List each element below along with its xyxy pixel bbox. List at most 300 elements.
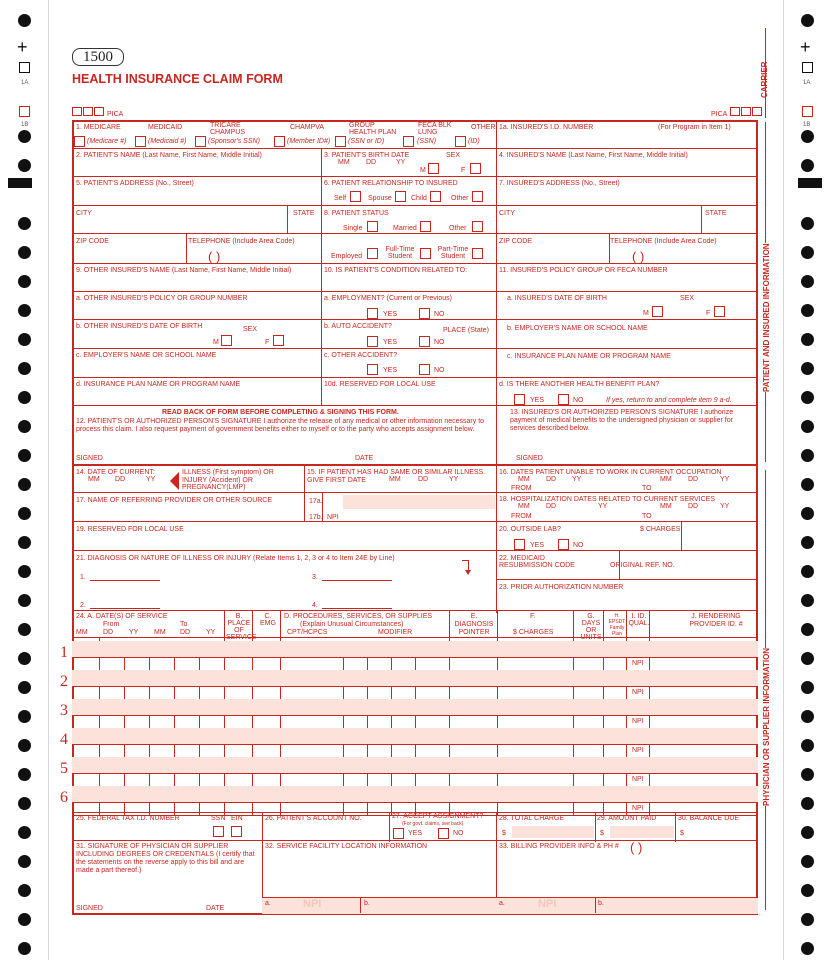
- f14-label: 14. DATE OF CURRENT:: [76, 469, 155, 476]
- medicare-checkbox[interactable]: [74, 136, 85, 147]
- f8-other: Other: [449, 225, 467, 232]
- f15-label: 15. IF PATIENT HAS HAD SAME OR SIMILAR ILLNESS. GIVE FIRST DATE: [307, 469, 486, 484]
- f33b-divider: [595, 897, 596, 913]
- other-accident-yes-checkbox[interactable]: [367, 364, 378, 375]
- service-line-shaded[interactable]: [72, 757, 758, 773]
- service-header-divider: [99, 637, 100, 641]
- f9b-label: b. OTHER INSURED'S DATE OF BIRTH: [76, 323, 203, 330]
- f24a-to: To: [180, 621, 188, 628]
- f10b-yes: YES: [383, 339, 398, 346]
- tractor-hole: [18, 942, 31, 955]
- service-col-divider: [391, 744, 392, 757]
- accept-yes-checkbox[interactable]: [393, 828, 404, 839]
- f17a-input[interactable]: [343, 495, 495, 509]
- f32b-divider: [360, 897, 361, 913]
- f1-tricare-sub: (Sponsor's SSN): [208, 138, 260, 145]
- other-insured-sex-f-checkbox[interactable]: [273, 335, 284, 346]
- f28-input[interactable]: [512, 826, 594, 838]
- tractor-hole: [18, 710, 31, 723]
- f22-label: 22. MEDICAID RESUBMISSION CODE: [499, 555, 575, 569]
- f32-a: a.: [265, 900, 271, 907]
- service-col-divider: [391, 657, 392, 670]
- insured-sex-m-checkbox[interactable]: [652, 306, 663, 317]
- f6-child: Child: [411, 195, 427, 202]
- square-mark-icon: [802, 106, 813, 117]
- tractor-hole: [801, 420, 814, 433]
- f25-ein: EIN: [231, 815, 243, 822]
- registration-plus-icon: +: [17, 37, 28, 57]
- tractor-hole: [801, 652, 814, 665]
- outside-lab-yes-checkbox[interactable]: [514, 539, 525, 550]
- service-col-divider: [99, 744, 100, 757]
- service-col-divider: [626, 686, 627, 699]
- col-d-cpt: CPT/HCPCS: [287, 629, 328, 636]
- grid-line: [595, 812, 596, 842]
- service-col-divider: [449, 657, 450, 670]
- service-line-number: 3: [60, 702, 68, 719]
- service-col-divider: [343, 802, 344, 815]
- service-col-divider: [99, 802, 100, 815]
- service-line-shaded[interactable]: [72, 786, 758, 802]
- service-col-divider: [149, 744, 150, 757]
- f33a-box[interactable]: [496, 897, 758, 914]
- f9b-f: F: [265, 339, 270, 346]
- other-checkbox[interactable]: [455, 136, 466, 147]
- f28-dollar: $: [502, 830, 506, 837]
- ssn-checkbox[interactable]: [213, 826, 224, 837]
- f10b-no: NO: [434, 339, 445, 346]
- service-col-divider: [224, 686, 225, 699]
- f1a-label: 1a. INSURED'S I.D. NUMBER: [499, 124, 594, 131]
- service-col-divider: [124, 657, 125, 670]
- f11a-m: M: [643, 310, 649, 317]
- rel-other-checkbox[interactable]: [472, 191, 483, 202]
- date-col-label: MM: [76, 629, 88, 636]
- f32-b: b.: [364, 900, 370, 907]
- tractor-hole: [18, 14, 31, 27]
- f3-dd: DD: [366, 159, 377, 166]
- f15-yy: YY: [449, 476, 459, 483]
- service-col-divider: [649, 657, 650, 670]
- diag-1-line[interactable]: [90, 580, 160, 581]
- date-col-label: YY: [129, 629, 139, 636]
- service-col-divider: [199, 715, 200, 728]
- status-other-checkbox[interactable]: [472, 221, 483, 232]
- service-col-divider: [149, 715, 150, 728]
- f10b-label: b. AUTO ACCIDENT?: [324, 323, 392, 330]
- service-col-divider: [199, 802, 200, 815]
- f7-label: 7. INSURED'S ADDRESS (No., Street): [499, 180, 620, 187]
- f16-from: FROM: [511, 485, 532, 492]
- f1-other-sub: (ID): [468, 138, 480, 145]
- f21-4: 4.: [312, 602, 318, 609]
- grid-line: [496, 579, 758, 580]
- f8-parttime: Part-Time Student: [437, 246, 469, 260]
- tractor-hole: [801, 768, 814, 781]
- service-col-divider: [280, 715, 281, 728]
- tractor-hole: [18, 391, 31, 404]
- f25-ssn: SSN: [211, 815, 226, 822]
- service-line-number: 2: [60, 673, 68, 690]
- f26-label: 26. PATIENT'S ACCOUNT NO.: [265, 815, 362, 822]
- date-col-label: YY: [206, 629, 216, 636]
- service-line-number: 1: [60, 644, 68, 661]
- f17b-label: 17b.: [309, 514, 323, 521]
- f18-yy2: YY: [720, 503, 730, 510]
- f17a-label: 17a.: [309, 498, 323, 505]
- f18-yy: YY: [598, 503, 608, 510]
- grid-line: [321, 148, 322, 405]
- tractor-hole: [18, 536, 31, 549]
- insured-sex-f-checkbox[interactable]: [714, 306, 725, 317]
- service-col-divider: [174, 744, 175, 757]
- f8-married: Married: [393, 225, 417, 232]
- sex-m-checkbox[interactable]: [428, 163, 439, 174]
- service-col-divider: [174, 773, 175, 786]
- tractor-hole: [801, 739, 814, 752]
- service-col-divider: [367, 657, 368, 670]
- col-g-label: G. DAYS OR UNITS: [580, 613, 602, 641]
- service-line-number: 5: [60, 760, 68, 777]
- service-col-divider: [367, 744, 368, 757]
- service-col-divider: [497, 773, 498, 786]
- f11d-label: d. IS THERE ANOTHER HEALTH BENEFIT PLAN?: [499, 381, 660, 388]
- service-col-divider: [603, 802, 604, 815]
- f27-no: NO: [453, 830, 464, 837]
- tractor-hole: [801, 855, 814, 868]
- grid-line: [701, 205, 702, 233]
- f11a-f: F: [706, 310, 711, 317]
- service-col-divider: [497, 686, 498, 699]
- service-col-divider: [573, 657, 574, 670]
- tractor-hole: [801, 478, 814, 491]
- col-e-label: E. DIAGNOSIS POINTER: [454, 613, 494, 636]
- accept-no-checkbox[interactable]: [438, 828, 449, 839]
- diag-3-line[interactable]: [322, 580, 392, 581]
- service-col-divider: [497, 802, 498, 815]
- f28-label: 28. TOTAL CHARGE: [499, 815, 565, 822]
- service-col-divider: [174, 715, 175, 728]
- service-header-divider: [252, 610, 253, 637]
- grid-line: [72, 291, 758, 292]
- f18-label: 18. HOSPITALIZATION DATES RELATED TO CURRENT SERVICES: [499, 496, 716, 503]
- service-col-divider: [573, 744, 574, 757]
- service-col-divider: [603, 686, 604, 699]
- service-npi-label: NPI: [632, 776, 644, 783]
- service-col-divider: [415, 657, 416, 670]
- service-col-divider: [280, 802, 281, 815]
- service-col-divider: [415, 744, 416, 757]
- f10c-label: c. OTHER ACCIDENT?: [324, 352, 398, 359]
- service-col-divider: [280, 773, 281, 786]
- service-line-shaded[interactable]: [72, 728, 758, 744]
- f11a-sex: SEX: [680, 295, 695, 302]
- service-col-divider: [343, 773, 344, 786]
- service-col-divider: [367, 715, 368, 728]
- service-col-divider: [449, 773, 450, 786]
- grid-line: [389, 812, 390, 842]
- service-line-number: 4: [60, 731, 68, 748]
- tractor-hole: [18, 739, 31, 752]
- f11b-label: b. EMPLOYER'S NAME OR SCHOOL NAME: [507, 325, 648, 332]
- f10-label: 10. IS PATIENT'S CONDITION RELATED TO:: [324, 267, 468, 274]
- col-b-label: B. PLACE OF SERVICE: [226, 613, 257, 641]
- f6-spouse: Spouse: [368, 195, 392, 202]
- f1-champva: CHAMPVA: [290, 124, 325, 131]
- service-header-divider: [626, 610, 627, 637]
- tractor-hole: [801, 362, 814, 375]
- tractor-hole: [801, 884, 814, 897]
- service-header-divider: [449, 637, 450, 641]
- tractor-hole: [18, 420, 31, 433]
- service-col-divider: [224, 657, 225, 670]
- city-label-insured: CITY: [499, 210, 515, 217]
- service-col-divider: [573, 715, 574, 728]
- f32a-box[interactable]: [262, 897, 496, 914]
- service-col-divider: [199, 657, 200, 670]
- f24a-from: From: [103, 621, 120, 628]
- zip-label: ZIP CODE: [76, 238, 109, 245]
- grid-line: [186, 233, 187, 263]
- employment-yes-checkbox[interactable]: [367, 308, 378, 319]
- col-h-label: H. EPSDT Family Plan: [608, 613, 626, 637]
- tractor-hole: [801, 797, 814, 810]
- f27-yes: YES: [408, 830, 423, 837]
- tractor-hole: [801, 159, 814, 172]
- city-label: CITY: [76, 210, 92, 217]
- another-plan-yes-checkbox[interactable]: [514, 394, 525, 405]
- tractor-hole: [801, 449, 814, 462]
- grid-line: [72, 521, 758, 522]
- f21-3: 3.: [312, 574, 318, 581]
- f3-sex: SEX: [446, 152, 461, 159]
- diag-2-line[interactable]: [90, 608, 160, 609]
- service-header-divider: [573, 637, 574, 641]
- f29-input[interactable]: [610, 826, 674, 838]
- tractor-hole: [18, 681, 31, 694]
- f16-mm2: MM: [660, 476, 672, 483]
- service-header-divider: [497, 637, 498, 641]
- f14-yy: YY: [146, 476, 156, 483]
- pica-left: PICA: [72, 107, 123, 119]
- f1-feca-sub: (SSN): [417, 138, 437, 145]
- f33-parens: ( ): [630, 840, 643, 855]
- grid-line: [287, 205, 288, 233]
- tractor-hole: [801, 826, 814, 839]
- service-col-divider: [573, 773, 574, 786]
- f11d-yes: YES: [530, 397, 545, 404]
- service-col-divider: [497, 715, 498, 728]
- tractor-hole: [801, 942, 814, 955]
- other-accident-no-checkbox[interactable]: [419, 364, 430, 375]
- tricare-checkbox[interactable]: [195, 136, 206, 147]
- medicaid-checkbox[interactable]: [135, 136, 146, 147]
- tractor-hole: [18, 130, 31, 143]
- outside-lab-no-checkbox[interactable]: [558, 539, 569, 550]
- auto-yes-checkbox[interactable]: [367, 336, 378, 347]
- service-line-number: 6: [60, 789, 68, 806]
- f1-tricare: TRICARE CHAMPUS: [210, 122, 246, 136]
- status-married-checkbox[interactable]: [420, 221, 431, 232]
- date-col-label: DD: [103, 629, 114, 636]
- f19-label: 19. RESERVED FOR LOCAL USE: [76, 526, 184, 533]
- grid-line: [675, 812, 676, 842]
- f6-label: 6. PATIENT RELATIONSHIP TO INSURED: [324, 180, 458, 187]
- f1-medicare-sub: (Medicare #): [87, 138, 127, 145]
- f2-label: 2. PATIENT'S NAME (Last Name, First Name, Middle Initial): [76, 152, 262, 159]
- service-col-divider: [626, 657, 627, 670]
- f8-single: Single: [343, 225, 363, 232]
- f9c-label: c. EMPLOYER'S NAME OR SCHOOL NAME: [76, 352, 217, 359]
- service-col-divider: [124, 773, 125, 786]
- f14-mm: MM: [88, 476, 100, 483]
- status-employed-checkbox[interactable]: [367, 248, 378, 259]
- service-npi-label: NPI: [632, 718, 644, 725]
- rel-spouse-checkbox[interactable]: [395, 191, 406, 202]
- f11-label: 11. INSURED'S POLICY GROUP OR FECA NUMBER: [499, 267, 668, 274]
- tractor-hole: [801, 536, 814, 549]
- f16-yy2: YY: [720, 476, 730, 483]
- tractor-hole: [18, 826, 31, 839]
- service-col-divider: [415, 773, 416, 786]
- service-col-divider: [99, 773, 100, 786]
- form-title: HEALTH INSURANCE CLAIM FORM: [72, 72, 283, 86]
- service-col-divider: [343, 715, 344, 728]
- service-col-divider: [649, 773, 650, 786]
- service-header-divider: [224, 637, 225, 641]
- grid-line: [72, 348, 758, 349]
- service-col-divider: [367, 773, 368, 786]
- f31-signed: SIGNED: [76, 905, 103, 912]
- other-insured-sex-m-checkbox[interactable]: [221, 335, 232, 346]
- service-col-divider: [252, 715, 253, 728]
- f33-a: a.: [499, 900, 505, 907]
- service-line-shaded[interactable]: [72, 670, 758, 686]
- service-col-divider: [649, 686, 650, 699]
- tractor-hole: [18, 362, 31, 375]
- f16-to: TO: [642, 485, 652, 492]
- f31-label: 31. SIGNATURE OF PHYSICIAN OR SUPPLIER INCLUDING DEGREES OR CREDENTIALS (I certify that the statements on the reverse apply to this bill and are made a part thereof.): [76, 843, 255, 874]
- f30-dollar: $: [680, 830, 684, 837]
- f1a-note: (For Program in Item 1): [658, 124, 731, 131]
- pica-right: PICA: [711, 107, 762, 119]
- tractor-hole: [18, 884, 31, 897]
- service-col-divider: [124, 744, 125, 757]
- grid-line: [496, 120, 497, 613]
- tractor-hole: [18, 275, 31, 288]
- rel-self-checkbox[interactable]: [350, 191, 361, 202]
- square-mark-icon: [802, 62, 813, 73]
- tel-label-insured: TELEPHONE (Include Area Code): [610, 238, 717, 245]
- f1-group-sub: (SSN or ID): [348, 138, 385, 145]
- service-npi-label: NPI: [632, 689, 644, 696]
- side-label-patient-insured: PATIENT AND INSURED INFORMATION: [762, 243, 771, 392]
- service-col-divider: [280, 657, 281, 670]
- f4-label: 4. INSURED'S NAME (Last Name, First Name, Middle Initial): [499, 152, 688, 159]
- tractor-hole: [801, 710, 814, 723]
- f10a-yes: YES: [383, 311, 398, 318]
- f16-label: 16. DATES PATIENT UNABLE TO WORK IN CURRENT OCCUPATION: [499, 469, 722, 476]
- registration-bar: [8, 178, 32, 188]
- service-col-divider: [252, 686, 253, 699]
- f13-signed: SIGNED: [516, 455, 543, 462]
- f18-to: TO: [642, 513, 652, 520]
- feca-checkbox[interactable]: [403, 136, 414, 147]
- f12-label: 12. PATIENT'S OR AUTHORIZED PERSON'S SIGNATURE I authorize the release of any medical or other information necessary to process this claim. I also request payment of government benefits either to myself or to the party who accepts assignment below.: [76, 418, 485, 433]
- f1-medicare: 1. MEDICARE: [76, 124, 121, 131]
- status-fulltime-checkbox[interactable]: [420, 248, 431, 259]
- tractor-hole: [801, 130, 814, 143]
- tractor-hole: [801, 681, 814, 694]
- f29-label: 29. AMOUNT PAID: [597, 815, 657, 822]
- tractor-hole: [801, 275, 814, 288]
- service-col-divider: [149, 686, 150, 699]
- f31-date: DATE: [206, 905, 225, 912]
- f11d-no: NO: [573, 397, 584, 404]
- champva-checkbox[interactable]: [274, 136, 285, 147]
- f14-options: ILLNESS (First symptom) OR INJURY (Accident) OR PREGNANCY(LMP): [182, 469, 274, 491]
- grid-line: [304, 464, 305, 521]
- rel-child-checkbox[interactable]: [430, 191, 441, 202]
- f16-mm: MM: [518, 476, 530, 483]
- status-single-checkbox[interactable]: [367, 221, 378, 232]
- col-d-label: D. PROCEDURES, SERVICES, OR SUPPLIES: [284, 613, 433, 620]
- f8-fulltime: Full-Time Student: [385, 246, 415, 260]
- tractor-hole: [18, 246, 31, 259]
- status-parttime-checkbox[interactable]: [472, 248, 483, 259]
- sex-f-checkbox[interactable]: [470, 163, 481, 174]
- grid-line: [72, 205, 758, 206]
- service-header-divider: [449, 610, 450, 637]
- service-col-divider: [367, 686, 368, 699]
- f21-1: 1.: [80, 574, 86, 581]
- auto-no-checkbox[interactable]: [419, 336, 430, 347]
- service-line-shaded[interactable]: [72, 641, 758, 657]
- service-col-divider: [149, 657, 150, 670]
- service-header-divider: [573, 610, 574, 637]
- service-col-divider: [224, 802, 225, 815]
- service-col-divider: [573, 802, 574, 815]
- side-label-physician-supplier: PHYSICIAN OR SUPPLIER INFORMATION: [762, 647, 771, 806]
- employment-no-checkbox[interactable]: [419, 308, 430, 319]
- f18-mm2: MM: [660, 503, 672, 510]
- group-checkbox[interactable]: [335, 136, 346, 147]
- service-col-divider: [367, 802, 368, 815]
- tractor-hole: [801, 565, 814, 578]
- service-col-divider: [252, 773, 253, 786]
- service-col-divider: [343, 744, 344, 757]
- service-col-divider: [174, 802, 175, 815]
- f6-other: Other: [451, 195, 469, 202]
- service-line-shaded[interactable]: [72, 699, 758, 715]
- f14-dd: DD: [115, 476, 126, 483]
- f33-label: 33. BILLING PROVIDER INFO & PH #: [499, 843, 619, 850]
- f20-yes: YES: [530, 542, 545, 549]
- state-label-insured: STATE: [705, 210, 727, 217]
- grid-line: [72, 610, 758, 611]
- col-f-sub: $ CHARGES: [513, 629, 554, 636]
- f16-yy: YY: [572, 476, 582, 483]
- another-plan-no-checkbox[interactable]: [558, 394, 569, 405]
- f11d-note: If yes, return to and complete item 9 a-d.: [606, 397, 732, 404]
- tractor-hole: [18, 652, 31, 665]
- f9b-m: M: [213, 339, 219, 346]
- service-col-divider: [649, 802, 650, 815]
- ein-checkbox[interactable]: [231, 826, 242, 837]
- grid-line: [72, 492, 758, 493]
- service-col-divider: [573, 686, 574, 699]
- diag-4-line[interactable]: [322, 608, 392, 609]
